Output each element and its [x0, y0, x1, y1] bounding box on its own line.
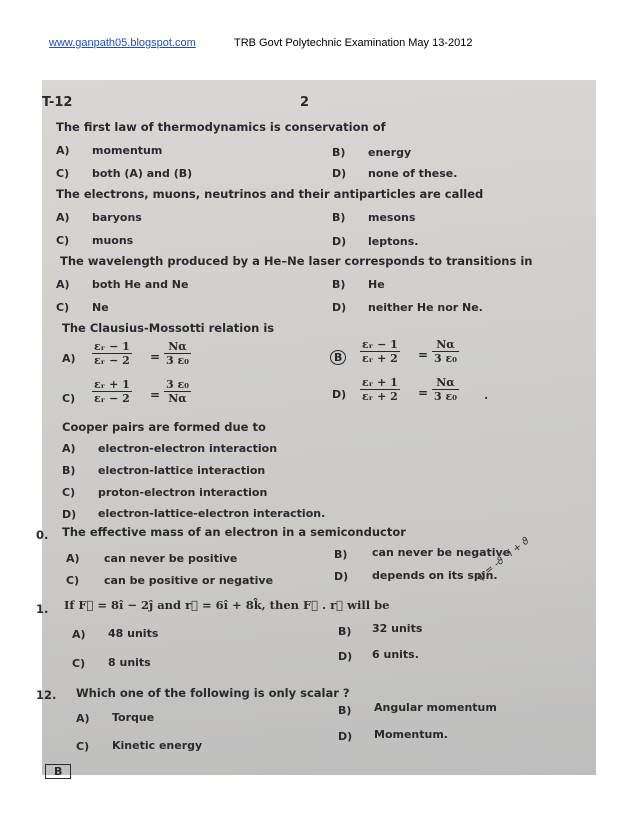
question-text: Which one of the following is only scalar ?	[76, 686, 350, 700]
option-text: Ne	[92, 301, 109, 314]
answer-circle: B	[330, 350, 346, 365]
option-text: proton-electron interaction	[98, 486, 268, 499]
option-key: C)	[62, 392, 76, 405]
option-text: 8 units	[108, 656, 151, 669]
period: .	[484, 388, 489, 402]
option-key: A)	[56, 278, 70, 291]
option-key: C)	[66, 574, 80, 587]
option-key: D)	[332, 235, 347, 248]
question-number: 1.	[36, 602, 49, 616]
handwritten-note: ψ = -ϑ˙ i + ϑ	[475, 535, 532, 583]
option-key: C)	[56, 234, 70, 247]
option-key: B)	[332, 211, 346, 224]
question-text: Cooper pairs are formed due to	[62, 420, 266, 434]
option-text: Angular momentum	[374, 701, 497, 714]
fraction: $\frac{N\alpha}{\text{3 ε₀}}$	[434, 376, 457, 403]
option-key: D)	[332, 388, 347, 401]
option-text: electron-lattice-electron interaction.	[98, 507, 326, 520]
question-number: 0.	[36, 528, 49, 542]
question-text: If F⃗ = 8î − 2ĵ and r⃗ = 6î + 8k̂, then F⃗ . r⃗ will be	[64, 598, 390, 612]
option-key: A)	[76, 712, 90, 725]
option-text: can be positive or negative	[104, 574, 274, 587]
page-number: 2	[300, 95, 310, 110]
option-text: muons	[92, 234, 134, 247]
option-key: A)	[56, 144, 70, 157]
option-key: D)	[332, 301, 347, 314]
option-text: baryons	[92, 211, 142, 224]
equals-sign: =	[150, 350, 161, 364]
equals-sign: =	[418, 386, 429, 400]
question-text: The Clausius-Mossotti relation is	[62, 321, 275, 335]
equals-sign: =	[418, 348, 429, 362]
option-key: C)	[56, 301, 70, 314]
option-key: A)	[66, 552, 80, 565]
option-text: energy	[368, 146, 412, 159]
option-text: momentum	[92, 144, 163, 157]
option-text: can never be negative	[372, 546, 511, 559]
option-text: 48 units	[108, 627, 159, 640]
question-text: The wavelength produced by a He–Ne laser corresponds to transitions in	[60, 254, 533, 268]
option-text: He	[368, 278, 385, 291]
question-text: The first law of thermodynamics is conservation of	[56, 120, 386, 134]
option-text: electron-lattice interaction	[98, 464, 266, 477]
fraction: $\frac{\text{εᵣ − 1}}{\text{εᵣ + 2}}$	[362, 338, 398, 365]
option-text: leptons.	[368, 235, 419, 248]
option-key: B)	[332, 146, 346, 159]
page-header-title: TRB Govt Polytechnic Examination May 13-2012	[234, 37, 473, 49]
question-text: The electrons, muons, neutrinos and their antiparticles are called	[56, 187, 484, 201]
option-key: D)	[334, 570, 349, 583]
option-key: C)	[62, 486, 76, 499]
option-text: none of these.	[368, 167, 458, 180]
option-key: A)	[62, 352, 76, 365]
option-key: C)	[72, 657, 86, 670]
option-key: D)	[62, 508, 77, 521]
question-number: 12.	[36, 688, 57, 702]
option-text: Momentum.	[374, 728, 448, 741]
option-text: neither He nor Ne.	[368, 301, 483, 314]
option-key: A)	[62, 442, 76, 455]
option-text: mesons	[368, 211, 416, 224]
option-key: B)	[334, 548, 348, 561]
option-key: B)	[338, 704, 352, 717]
page-header	[49, 37, 473, 49]
fraction: $\frac{N\alpha}{\text{3 ε₀}}$	[434, 338, 457, 365]
option-key: B)	[332, 278, 346, 291]
question-text: The effective mass of an electron in a semiconductor	[62, 525, 406, 539]
option-key: D)	[338, 730, 353, 743]
scanned-exam-page	[36, 80, 596, 778]
fraction: $\frac{\text{3 ε₀}}{N\alpha}$	[166, 378, 189, 405]
option-key: C)	[56, 167, 70, 180]
booklet-label: B	[45, 764, 71, 779]
option-text: Kinetic energy	[112, 739, 203, 752]
option-text: 6 units.	[372, 648, 419, 661]
option-text: depends on its spin.	[372, 569, 498, 582]
option-text: Torque	[112, 711, 155, 724]
option-key: D)	[332, 167, 347, 180]
option-key: A)	[72, 628, 86, 641]
option-key: B)	[338, 625, 352, 638]
option-key: C)	[76, 740, 90, 753]
fraction: $\frac{\text{εᵣ + 1}}{\text{εᵣ − 2}}$	[94, 378, 130, 405]
paper-code: T-12	[42, 95, 73, 110]
option-text: electron-electron interaction	[98, 442, 278, 455]
option-key: A)	[56, 211, 70, 224]
option-text: can never be positive	[104, 552, 238, 565]
option-key: B)	[62, 464, 76, 477]
option-text: both He and Ne	[92, 278, 189, 291]
option-text: 32 units	[372, 622, 423, 635]
fraction: $\frac{\text{εᵣ + 1}}{\text{εᵣ + 2}}$	[362, 376, 398, 403]
fraction: $\frac{\text{εᵣ − 1}}{\text{εᵣ − 2}}$	[94, 340, 130, 367]
equals-sign: =	[150, 388, 161, 402]
option-text: both (A) and (B)	[92, 167, 193, 180]
blog-link[interactable]: www.ganpath05.blogspot.com	[49, 37, 196, 49]
fraction: $\frac{N\alpha}{\text{3 ε₀}}$	[166, 340, 189, 367]
option-key: D)	[338, 650, 353, 663]
